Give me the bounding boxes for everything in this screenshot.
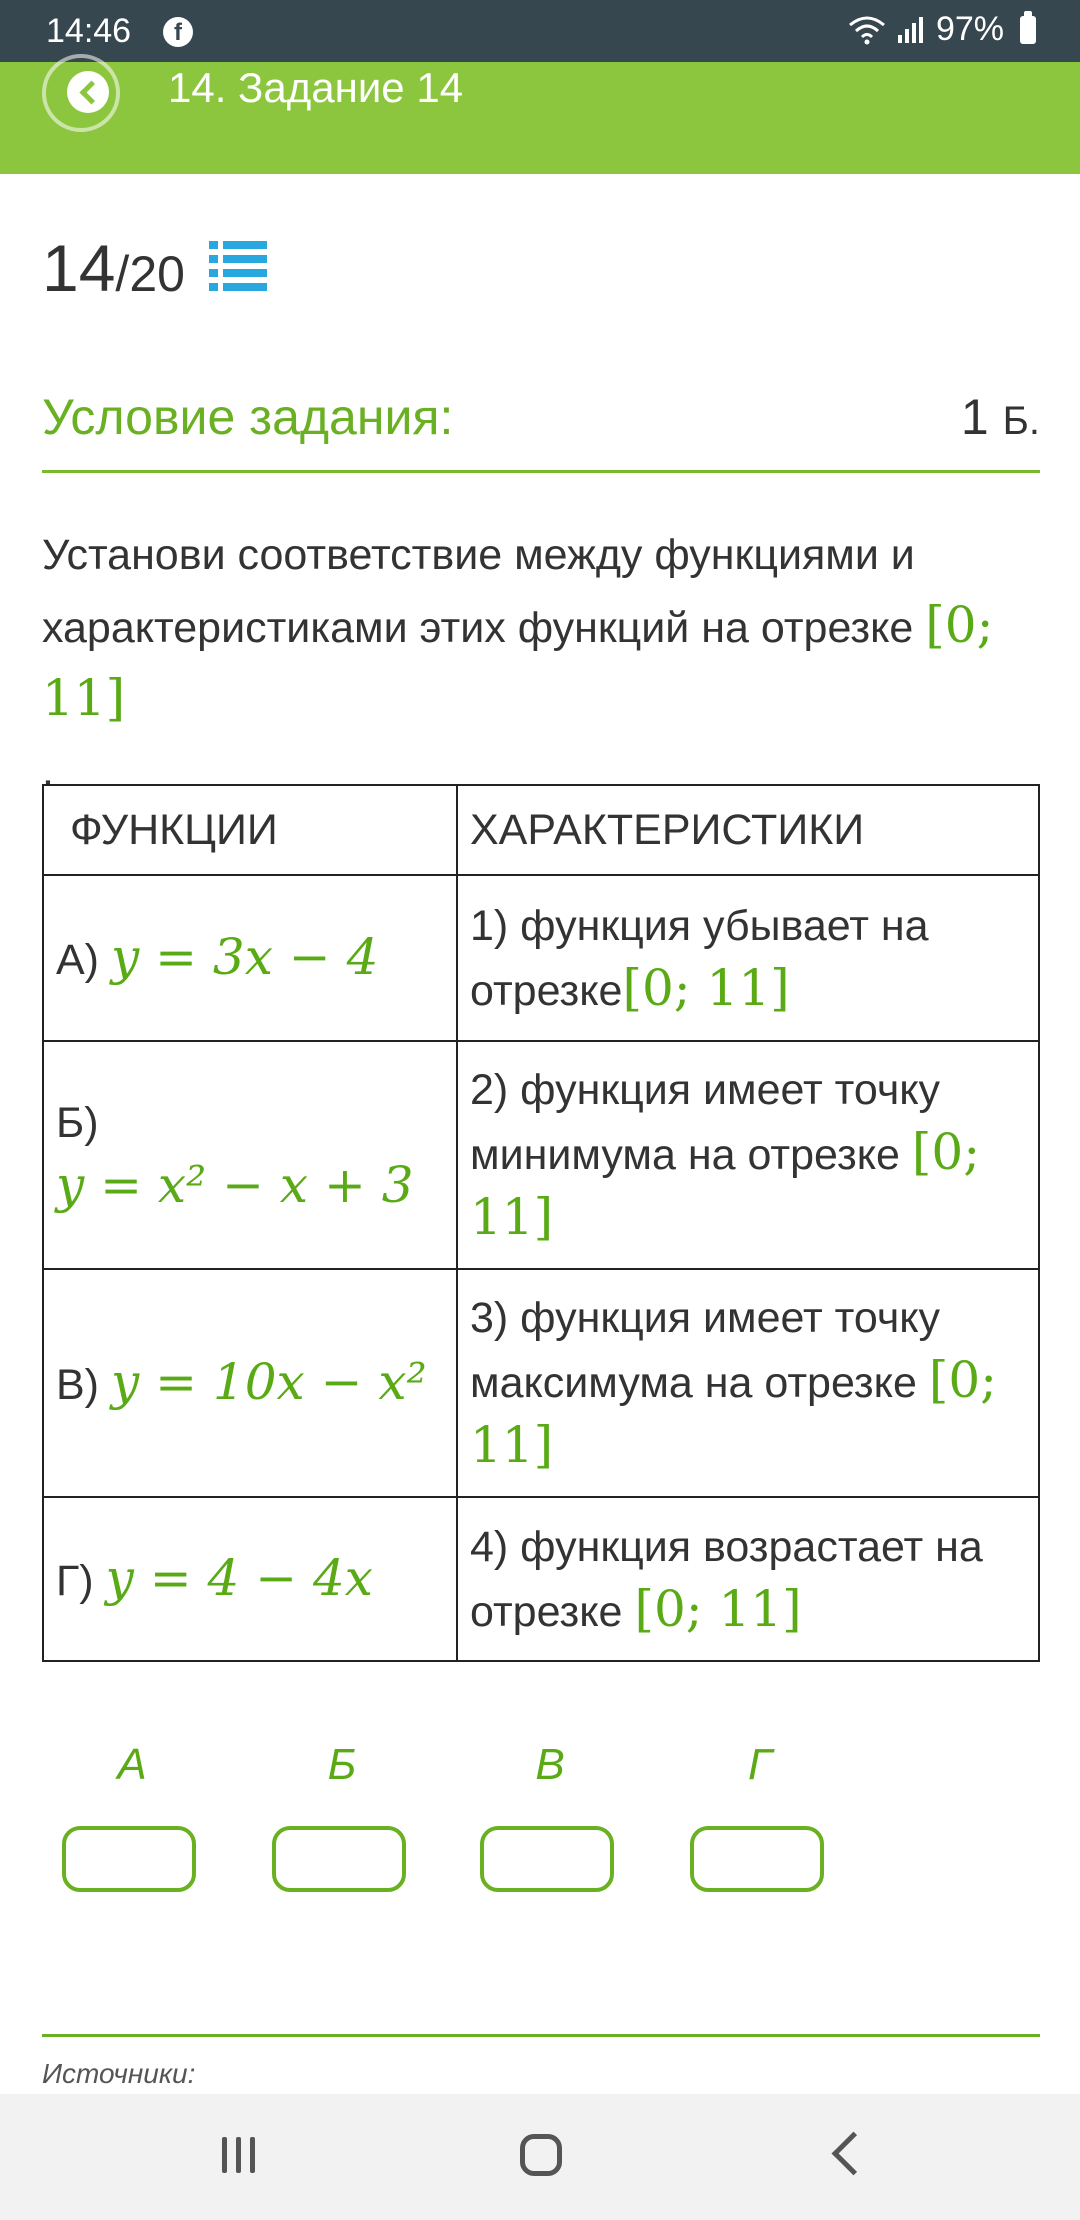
nav-back-icon[interactable] xyxy=(832,2132,876,2176)
sources-label: Источники: xyxy=(42,2058,196,2089)
characteristic-cell xyxy=(457,1041,1039,1269)
characteristic-interval: [0; 11] xyxy=(470,1123,981,1246)
answer-box-b[interactable] xyxy=(272,1826,406,1892)
table-row xyxy=(43,1497,1039,1661)
signal-icon xyxy=(896,15,926,45)
function-formula: y = x² − x + 3 xyxy=(56,1155,414,1214)
answer-box-g[interactable] xyxy=(690,1826,824,1892)
wifi-icon xyxy=(848,15,886,45)
status-indicators xyxy=(848,10,1036,49)
answer-group-g xyxy=(690,1740,830,1892)
answer-letter: А xyxy=(117,1740,147,1789)
task-text-line2: характеристиками этих функций на отрезке xyxy=(42,604,926,652)
characteristic-text: 3) функция имеет точку максимума на отрезке xyxy=(470,1294,941,1407)
function-cell xyxy=(43,1497,457,1661)
condition-header xyxy=(42,388,1040,473)
app-header xyxy=(0,62,1080,174)
function-cell xyxy=(43,875,457,1041)
function-cell xyxy=(43,1269,457,1497)
task-interval: [0; 11] xyxy=(42,596,994,727)
function-formula: y = 3x − 4 xyxy=(110,927,379,986)
back-button[interactable] xyxy=(42,54,120,132)
counter-total: /20 xyxy=(115,246,185,302)
status-bar xyxy=(0,0,1080,62)
characteristic-cell xyxy=(457,1497,1039,1661)
table-header-row xyxy=(43,785,1039,875)
answer-letter: В xyxy=(535,1740,565,1789)
answer-box-v[interactable] xyxy=(480,1826,614,1892)
characteristic-text: 2) функция имеет точку минимума на отрезке xyxy=(470,1066,941,1179)
header-functions: ФУНКЦИИ xyxy=(43,785,457,875)
characteristic-cell xyxy=(457,1269,1039,1497)
status-time: 14:46 xyxy=(46,12,132,50)
table-row xyxy=(43,1269,1039,1497)
characteristic-text: 1) функция убывает на отрезке xyxy=(470,901,929,1015)
answer-group-b xyxy=(272,1740,412,1892)
points xyxy=(961,388,1040,446)
counter-current: 14 xyxy=(42,231,116,305)
table-row xyxy=(43,875,1039,1041)
task-counter xyxy=(42,230,269,306)
characteristic-interval: [0; 11] xyxy=(470,1351,997,1474)
battery-icon xyxy=(1020,16,1036,44)
characteristic-text: 4) функция возрастает на отрезке xyxy=(470,1522,983,1636)
back-arrow-icon xyxy=(67,71,109,113)
table-row xyxy=(43,1041,1039,1269)
function-formula: y = 10x − x² xyxy=(110,1352,427,1411)
task-text-line1: Установи соответствие между функциями и xyxy=(42,531,915,579)
characteristic-interval: [0; 11] xyxy=(622,958,790,1017)
function-label: Б) xyxy=(56,1098,99,1147)
recent-apps-icon[interactable] xyxy=(222,2137,256,2173)
facebook-icon: f xyxy=(163,17,193,47)
home-icon[interactable] xyxy=(520,2134,562,2176)
header-title: 14. Задание 14 xyxy=(168,64,464,111)
task-text xyxy=(42,520,1042,806)
answer-group-v xyxy=(480,1740,620,1892)
header-characteristics: ХАРАКТЕРИСТИКИ xyxy=(457,785,1039,875)
function-cell xyxy=(43,1041,457,1269)
list-icon[interactable] xyxy=(209,239,269,293)
characteristic-cell xyxy=(457,875,1039,1041)
answer-box-a[interactable] xyxy=(62,1826,196,1892)
answer-group-a xyxy=(62,1740,202,1892)
answer-letter: Г xyxy=(748,1740,772,1789)
matching-table xyxy=(42,784,1040,1662)
answer-inputs xyxy=(62,1740,862,1900)
task-trailing: . xyxy=(42,747,54,795)
sources-divider xyxy=(42,2034,1040,2037)
function-label: В) xyxy=(56,1360,99,1409)
condition-title: Условие задания: xyxy=(42,389,454,445)
points-value: 1 xyxy=(960,389,989,445)
system-nav-bar xyxy=(0,2094,1080,2220)
answer-letter: Б xyxy=(327,1740,357,1789)
function-label: Г) xyxy=(56,1556,94,1605)
points-unit: Б. xyxy=(1002,399,1040,443)
function-label: А) xyxy=(56,935,99,984)
battery-percent: 97% xyxy=(935,10,1004,48)
characteristic-interval: [0; 11] xyxy=(634,1579,802,1638)
function-formula: y = 4 − 4x xyxy=(105,1548,373,1607)
